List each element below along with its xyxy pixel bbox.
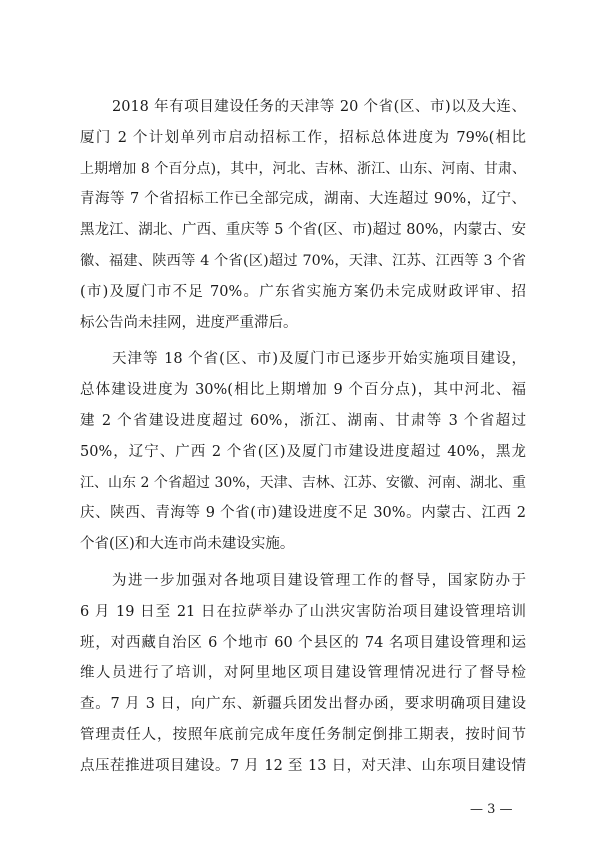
- text-line: 上期增加 8 个百分点)，其中，河北、吉林、浙江、山东、河南、甘肃、: [80, 160, 526, 177]
- text-line: 查。7 月 3 日，向广东、新疆兵团发出督办函，要求明确项目建设: [80, 696, 526, 713]
- text-line: 庆、陕西、青海等 9 个省(市)建设进度不足 30%。内蒙古、江西 2: [80, 505, 526, 522]
- text-line: 班，对西藏自治区 6 个地市 60 个县区的 74 名项目建设管理和运: [80, 634, 526, 651]
- text-line: 江、山东 2 个省超过 30%，天津、吉林、江苏、安徽、河南、湖北、重: [80, 474, 526, 491]
- text-line: 厦门 2 个计划单列市启动招标工作，招标总体进度为 79%(相比: [80, 129, 526, 146]
- text-line: 个省(区)和大连市尚未建设实施。: [80, 536, 295, 553]
- text-line: 6 月 19 日至 21 日在拉萨举办了山洪灾害防治项目建设管理培训: [80, 603, 526, 620]
- text-line: 为进一步加强对各地项目建设管理工作的督导，国家防办于: [112, 572, 526, 589]
- text-line: (市)及厦门市不足 70%。广东省实施方案仍未完成财政评审、招: [80, 283, 526, 300]
- page-number: — 3 —: [470, 802, 513, 817]
- text-line: 天津等 18 个省(区、市)及厦门市已逐步开始实施项目建设，: [112, 351, 526, 368]
- text-line: 2018 年有项目建设任务的天津等 20 个省(区、市)以及大连、: [112, 99, 526, 115]
- paragraph-2: [80, 344, 526, 560]
- text-line: 50%，辽宁、广西 2 个省(区)及厦门市建设进度超过 40%，黑龙: [80, 443, 526, 460]
- paragraph-1: [80, 92, 526, 338]
- text-line: 黑龙江、湖北、广西、重庆等 5 个省(区、市)超过 80%，内蒙古、安: [80, 222, 526, 239]
- text-line: 徽、福建、陕西等 4 个省(区)超过 70%，天津、江苏、江西等 3 个省: [80, 252, 526, 269]
- text-line: 点压茬推进项目建设。7 月 12 至 13 日，对天津、山东项目建设情: [80, 757, 526, 774]
- text-line: 管理责任人，按照年底前完成年度任务制定倒排工期表，按时间节: [80, 726, 526, 743]
- text-line: 建 2 个省建设进度超过 60%，浙江、湖南、甘肃等 3 个省超过: [80, 412, 526, 429]
- text-line: 标公告尚未挂网，进度严重滞后。: [80, 314, 298, 331]
- document-body: [80, 92, 526, 788]
- text-line: 青海等 7 个省招标工作已全部完成，湖南、大连超过 90%，辽宁、: [80, 191, 526, 208]
- paragraph-3: [80, 566, 526, 782]
- text-line: 维人员进行了培训，对阿里地区项目建设管理情况进行了督导检: [80, 665, 526, 682]
- text-line: 总体建设进度为 30%(相比上期增加 9 个百分点)，其中河北、福: [80, 382, 526, 399]
